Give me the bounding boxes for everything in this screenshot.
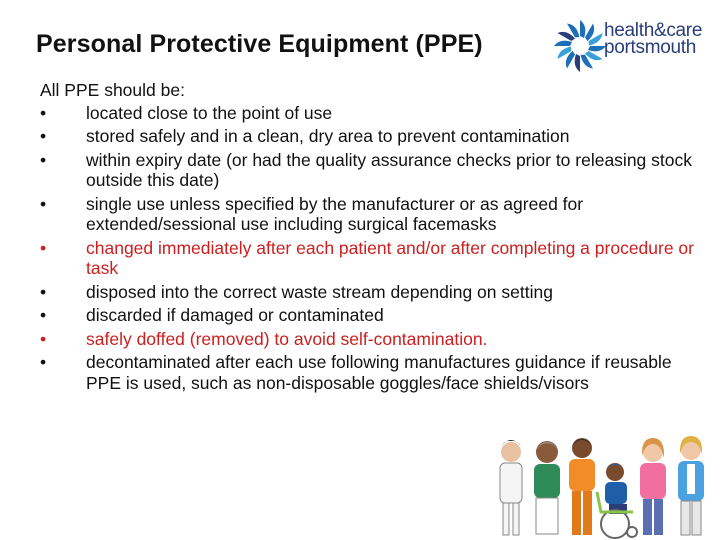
bullet-marker: •	[40, 102, 47, 123]
bullet-text: changed immediately after each patient and/or after completing a procedure or task	[86, 237, 694, 278]
person-wheelchair-figure	[597, 463, 637, 538]
bullet-marker: •	[40, 281, 47, 302]
bullet-marker: •	[40, 126, 47, 146]
slide-body	[40, 80, 700, 396]
bullet-text: stored safely and in a clean, dry area to prevent contamination	[86, 126, 570, 146]
person-nurse-figure	[500, 440, 522, 535]
bullet-marker: •	[40, 193, 47, 214]
bullet-marker: •	[40, 352, 47, 372]
bullet-marker: •	[40, 237, 47, 258]
person-doctor-figure	[678, 436, 704, 535]
bullet-item	[40, 305, 700, 326]
person-pink-figure	[640, 438, 666, 535]
bullet-marker: •	[40, 328, 47, 349]
bullet-item	[40, 282, 700, 303]
bullet-text: decontaminated after each use following manufactures guidance if reusable PPE is used, such as non-disposable goggles/face shields/visors	[86, 352, 672, 393]
bullet-marker: •	[40, 305, 47, 325]
bullet-text: discarded if damaged or contaminated	[86, 305, 384, 325]
bullet-item	[40, 352, 700, 393]
bullet-item	[40, 150, 700, 191]
people-illustration	[497, 432, 713, 540]
logo-line-2: portsmouth	[604, 37, 697, 58]
bullet-item	[40, 329, 700, 350]
bullet-text: located close to the point of use	[86, 102, 333, 123]
bullet-text: safely doffed (removed) to avoid self-contamination.	[86, 328, 488, 349]
bullet-item	[40, 238, 700, 279]
intro-text: All PPE should be:	[40, 80, 185, 100]
bullet-marker: •	[40, 149, 47, 170]
logo-wordmark	[604, 22, 702, 56]
bullet-item	[40, 194, 700, 235]
bullet-text: within expiry date (or had the quality assurance checks prior to releasing stock outside this date)	[86, 149, 692, 190]
bullet-list	[40, 103, 700, 394]
person-green-figure	[534, 441, 560, 534]
slide-title: Personal Protective Equipment (PPE)	[36, 30, 483, 58]
person-orange-figure	[569, 438, 595, 535]
bullet-text: disposed into the correct waste stream depending on setting	[86, 281, 553, 302]
bullet-item	[40, 126, 700, 147]
bullet-item	[40, 103, 700, 124]
logo-line-1: health&care	[604, 20, 703, 41]
bullet-text: single use unless specified by the manufacturer or as agreed for extended/sessional use including surgical facemasks	[86, 193, 584, 234]
